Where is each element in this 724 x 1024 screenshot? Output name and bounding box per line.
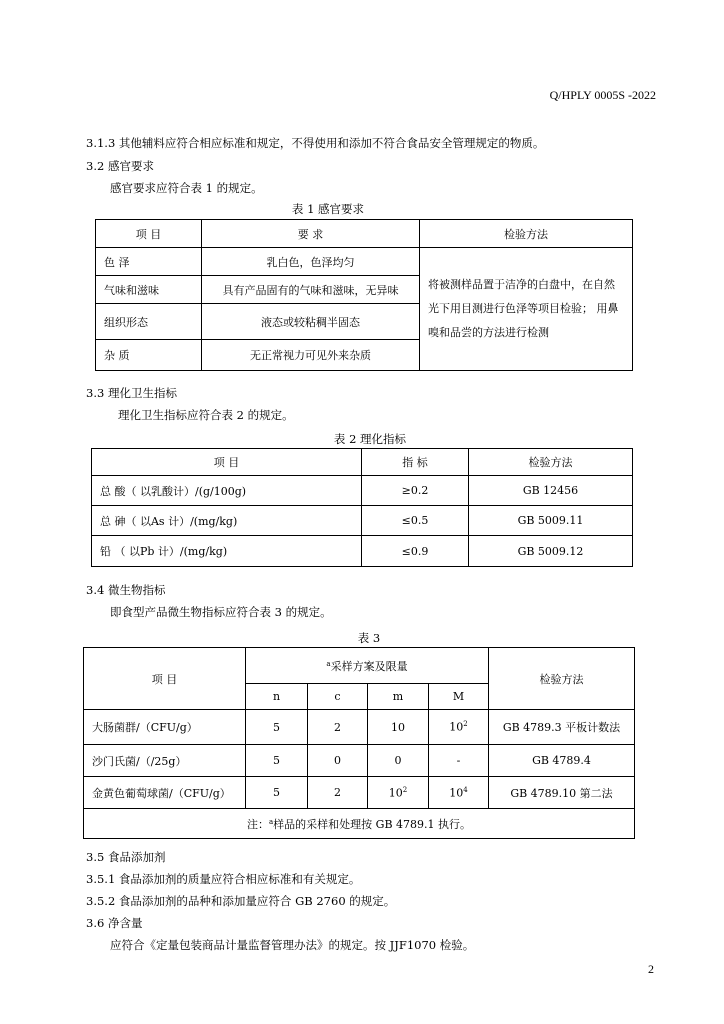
heading-3-3: 3.3 理化卫生指标: [86, 386, 177, 400]
table1-header-req: 要 求: [202, 220, 420, 248]
table2-row-value: ≥0.2: [362, 476, 469, 506]
table3-sub-c: c: [308, 684, 368, 710]
table3-row-m-base: 10: [388, 786, 403, 800]
clause-3-5-1: 3.5.1 食品添加剂的质量应符合相应标准和有关规定。: [86, 872, 361, 886]
table2-row-item: 总 砷（ 以As 计）/(mg/kg): [92, 506, 362, 536]
table2-caption: 表 2 理化指标: [333, 432, 407, 446]
table2-row-item: 铅 （ 以Pb 计）/(mg/kg): [92, 536, 362, 567]
table1-row-item: 杂 质: [96, 340, 202, 371]
exponent: 2: [402, 785, 408, 794]
table3-row-M: [429, 710, 489, 745]
table3-sub-M: M: [429, 684, 489, 710]
clause-3-1-3: 3.1.3 其他辅料应符合相应标准和规定，不得使用和添加不符合食品安全管理规定的物质。: [86, 136, 545, 150]
table3-row-item: 沙门氏菌/（/25g）: [84, 745, 246, 777]
heading-3-6: 3.6 净含量: [86, 916, 143, 930]
table2-row-value: ≤0.9: [362, 536, 469, 567]
table3-header-plan: [246, 648, 489, 684]
clause-3-5-2: 3.5.2 食品添加剂的品种和添加量应符合 GB 2760 的规定。: [86, 894, 396, 908]
table3-row-item: 金黄色葡萄球菌/（CFU/g）: [84, 777, 246, 809]
table1-sensory: [95, 219, 633, 371]
table1-row-item: 气味和滋味: [96, 276, 202, 304]
table1-row-req: 液态或较粘稠半固态: [202, 304, 420, 340]
table1-row-req: 无正常视力可见外来杂质: [202, 340, 420, 371]
table3-row-c: 0: [308, 745, 368, 777]
table3-row-n: 5: [246, 710, 308, 745]
note-prefix: 注：: [246, 817, 269, 831]
table3-row-M: -: [429, 745, 489, 777]
table3-header-plan-label: 采样方案及限量: [330, 659, 408, 673]
heading-3-5: 3.5 食品添加剂: [86, 850, 166, 864]
table3-row-c: 2: [308, 710, 368, 745]
table2-row-method: GB 12456: [469, 476, 633, 506]
table2-physchem: [91, 448, 633, 567]
page-number: 2: [648, 962, 654, 976]
table3-caption: 表 3: [357, 631, 381, 645]
table3-row-c: 2: [308, 777, 368, 809]
table2-row-method: GB 5009.12: [469, 536, 633, 567]
table3-header-method: 检验方法: [489, 648, 635, 710]
table3-row-M-base: 10: [449, 786, 464, 800]
document-code: Q/HPLY 0005S -2022: [549, 88, 656, 102]
table1-row-item: 组织形态: [96, 304, 202, 340]
table2-header-item: 项 目: [92, 449, 362, 476]
footnote-mark: a: [268, 817, 274, 826]
heading-3-4: 3.4 微生物指标: [86, 583, 166, 597]
table3-sub-m: m: [368, 684, 429, 710]
table3-row-m: 0: [368, 745, 429, 777]
exponent: 4: [463, 785, 468, 794]
table3-microbe: [83, 647, 635, 839]
table2-header-method: 检验方法: [469, 449, 633, 476]
heading-3-2: 3.2 感官要求: [86, 159, 154, 173]
table1-row-req: 乳白色，色泽均匀: [202, 248, 420, 276]
table3-row-M: [429, 777, 489, 809]
table1-header-method: 检验方法: [420, 220, 633, 248]
text-3-2: 感官要求应符合表 1 的规定。: [110, 181, 263, 195]
table2-row-item: 总 酸（ 以乳酸计）/(g/100g): [92, 476, 362, 506]
table2-row-value: ≤0.5: [362, 506, 469, 536]
text-3-4: 即食型产品微生物指标应符合表 3 的规定。: [110, 605, 332, 619]
table1-row-req: 具有产品固有的气味和滋味，无异味: [202, 276, 420, 304]
table3-row-n: 5: [246, 745, 308, 777]
table1-header-item: 项 目: [96, 220, 202, 248]
exponent: 2: [463, 720, 468, 729]
table2-header-value: 指 标: [362, 449, 469, 476]
table3-row-item: 大肠菌群/（CFU/g）: [84, 710, 246, 745]
table2-row-method: GB 5009.11: [469, 506, 633, 536]
table3-sub-n: n: [246, 684, 308, 710]
table1-row-item: 色 泽: [96, 248, 202, 276]
table3-row-method: GB 4789.4: [489, 745, 635, 777]
text-3-3: 理化卫生指标应符合表 2 的规定。: [118, 408, 294, 422]
table3-row-n: 5: [246, 777, 308, 809]
text-3-6: 应符合《定量包装商品计量监督管理办法》的规定。按 JJF1070 检验。: [110, 938, 475, 952]
table3-row-M-base: 10: [449, 720, 464, 734]
table3-header-item: 项 目: [84, 648, 246, 710]
table3-row-m: [368, 777, 429, 809]
table1-method: 将被测样品置于洁净的白盘中，在自然光下用目测进行色泽等项目检验； 用鼻嗅和品尝的方法进行检测: [420, 248, 633, 371]
table3-note: [84, 809, 635, 839]
table1-caption: 表 1 感官要求: [291, 202, 365, 216]
table3-row-m: 10: [368, 710, 429, 745]
table3-row-method: GB 4789.3 平板计数法: [489, 710, 635, 745]
note-text: 样品的采样和处理按 GB 4789.1 执行。: [273, 817, 472, 831]
table3-row-method: GB 4789.10 第二法: [489, 777, 635, 809]
footnote-mark: a: [326, 659, 331, 668]
